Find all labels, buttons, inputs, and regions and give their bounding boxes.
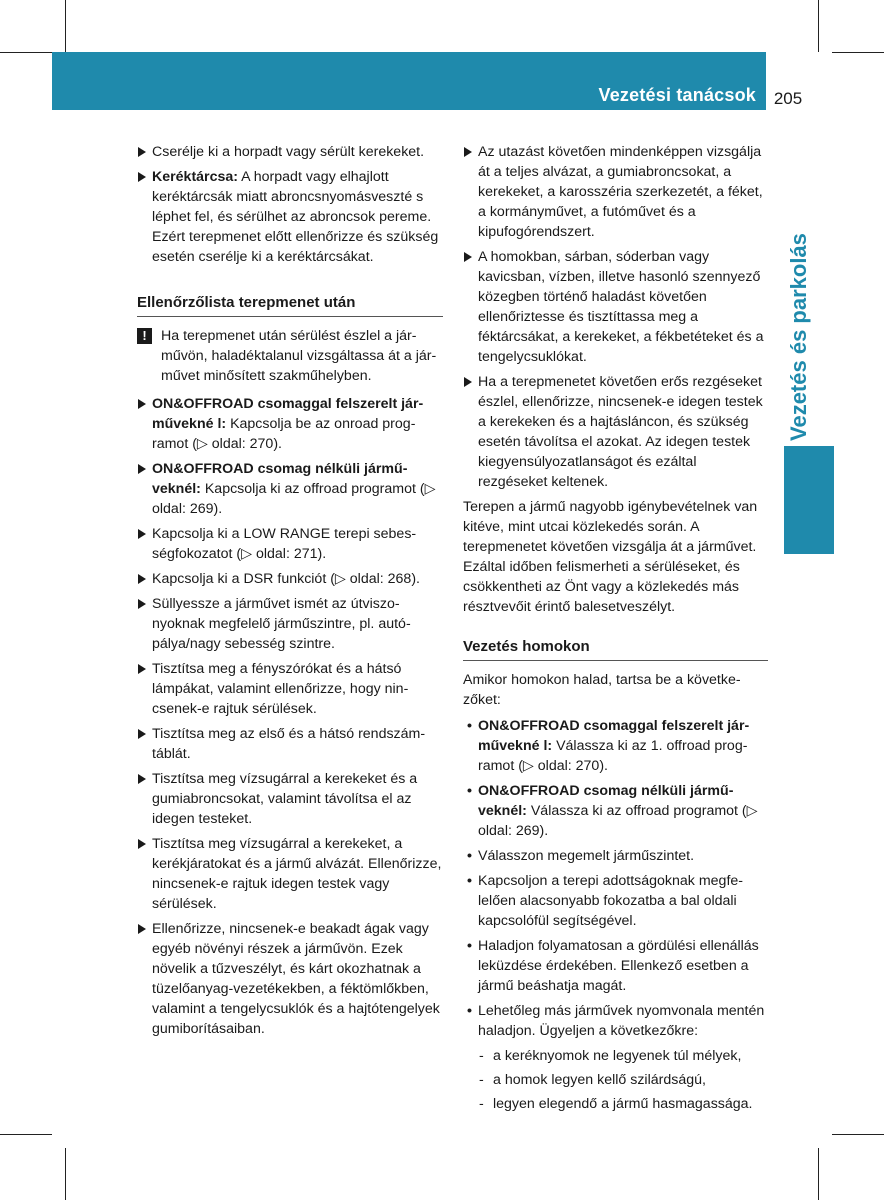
warning-icon: ! bbox=[137, 328, 152, 344]
arrow-bullet-icon bbox=[138, 924, 146, 934]
section-title: Vezetés homokon bbox=[463, 637, 768, 661]
dot-bullet-icon: • bbox=[467, 873, 472, 889]
crop-mark bbox=[0, 1134, 52, 1135]
arrow-bullet-icon bbox=[138, 599, 146, 609]
side-tab-block bbox=[784, 446, 834, 554]
sub-list-item: - a homok legyen kellő szilárdságú, bbox=[479, 1072, 706, 1088]
list-item: Ha a terepmenetet követően erős rezgéseket észlel, ellenőrizze, nincsenek-e idegen testek a kerekeken és a hajtásláncon, és szükség esetén távolítsa el azokat. Az idegen testek kiegyensúlyozatlanságot és ezáltal rezgéseket keltenek. bbox=[463, 372, 768, 492]
list-item: Cserélje ki a horpadt vagy sérült kerekeket. bbox=[137, 142, 443, 162]
list-item: Ellenőrizze, nincsenek-e beakadt ágak vagy egyéb növényi részek a járművön. Ezek növelik a tűzveszélyt, és kárt okozhatnak a tüzelőanyag-vezetékekben, a féktömlőkben, valamint a tengelycsuklók és a hajtótengelyek gumiborításaiban. bbox=[137, 919, 443, 1039]
dash-bullet-icon: - bbox=[479, 1072, 484, 1088]
arrow-bullet-icon bbox=[138, 172, 146, 182]
arrow-bullet-icon bbox=[138, 529, 146, 539]
arrow-bullet-icon bbox=[138, 839, 146, 849]
right-column bbox=[463, 142, 768, 1118]
list-item: Tisztítsa meg vízsugárral a kerekeket, a kerékjáratokat és a jármű alvázát. Ellenőrizze, nincsenek-e rajtuk idegen testek vagy sérülések. bbox=[137, 834, 443, 914]
intro-paragraph: Amikor homokon halad, tartsa be a következőket: bbox=[463, 672, 741, 708]
header-bar bbox=[52, 52, 766, 110]
dot-bullet-icon: • bbox=[467, 938, 472, 954]
list-item: Tisztítsa meg a fényszórókat és a hátsó lámpákat, valamint ellenőrizze, hogy nincsenek-e rajtuk sérülések. bbox=[137, 659, 443, 719]
list-item: Az utazást követően mindenképpen vizsgálja át a teljes alvázat, a gumiabroncsokat, a kerekeket, a karosszéria szerkezetét, a féket, a kormányművet, a futóművet és a kipufogórendszert. bbox=[463, 142, 768, 242]
list-item: Kapcsolja ki a DSR funkciót (▷ oldal: 268). bbox=[137, 569, 443, 589]
list-item: Tisztítsa meg vízsugárral a kerekeket és a gumiabroncsokat, valamint távolítsa el az idegen testeket. bbox=[137, 769, 443, 829]
dot-bullet-icon: • bbox=[467, 1003, 472, 1019]
crop-mark bbox=[818, 0, 819, 52]
arrow-bullet-icon bbox=[138, 574, 146, 584]
page-number: 205 bbox=[773, 89, 803, 108]
dot-bullet-icon: • bbox=[467, 783, 472, 799]
crop-mark bbox=[65, 0, 66, 52]
list-item: Keréktárcsa: A horpadt vagy elhajlott keréktárcsák miatt abroncsnyomásveszté s léphet fel, és sérülhet az abroncsok pereme. Ezért terepmenet előtt ellenőrizze és szükség esetén cserélje ki a keréktárcsákat. bbox=[137, 167, 443, 267]
sub-list-item: - a keréknyomok ne legyenek túl mélyek, bbox=[479, 1048, 742, 1064]
list-item: • Válasszon megemelt járműszintet. bbox=[467, 848, 695, 864]
list-item: Tisztítsa meg az első és a hátsó rendszámtáblát. bbox=[137, 724, 443, 764]
arrow-bullet-icon bbox=[138, 729, 146, 739]
list-item: • ON&OFFROAD csomaggal felszerelt járművekné l: Válassza ki az 1. offroad programot (▷ oldal: 270). bbox=[467, 718, 750, 774]
list-item: • ON&OFFROAD csomag nélküli járműveknél: Válassza ki az offroad programot (▷ oldal: 269). bbox=[467, 783, 758, 839]
dash-bullet-icon: - bbox=[479, 1096, 484, 1112]
side-tab-label: Vezetés és parkolás bbox=[786, 233, 811, 441]
list-item: Kapcsolja ki a LOW RANGE terepi sebességfokozatot (▷ oldal: 271). bbox=[137, 524, 443, 564]
list-item: • Lehetőleg más járművek nyomvonala mentén haladjon. Ügyeljen a következőkre: bbox=[467, 1003, 765, 1039]
dot-bullet-icon: • bbox=[467, 718, 472, 734]
arrow-bullet-icon bbox=[138, 399, 146, 409]
dot-bullet-icon: • bbox=[467, 848, 472, 864]
body-paragraph: Terepen a jármű nagyobb igénybevételnek van kitéve, mint utcai közlekedés során. A terepmenetet követően vizsgálja át a járművet. Ezáltal időben felismerheti a sérüléseket, és csökkentheti az Önt vagy a közlekedés más résztvevőit érintő balesetveszélyt. bbox=[463, 499, 758, 615]
arrow-bullet-icon bbox=[464, 377, 472, 387]
arrow-bullet-icon bbox=[138, 664, 146, 674]
list-item: ON&OFFROAD csomaggal felszerelt járművekné l: Kapcsolja be az onroad programot (▷ oldal: 270). bbox=[137, 394, 443, 454]
section-title: Ellenőrzőlista terepmenet után bbox=[137, 293, 443, 317]
list-item: • Haladjon folyamatosan a gördülési ellenállás leküzdése érdekében. Ellenkező esetben a jármű beáshatja magát. bbox=[467, 938, 759, 994]
crop-mark bbox=[832, 1134, 884, 1135]
arrow-bullet-icon bbox=[464, 147, 472, 157]
sub-list-item: - legyen elegendő a jármű hasmagassága. bbox=[479, 1096, 753, 1112]
list-item: • Kapcsoljon a terepi adottságoknak megfelelően alacsonyabb fokozatba a bal oldali kapcsolófül segítségével. bbox=[467, 873, 744, 929]
crop-mark bbox=[65, 1148, 66, 1200]
arrow-bullet-icon bbox=[138, 147, 146, 157]
left-column bbox=[137, 142, 443, 1044]
dash-bullet-icon: - bbox=[479, 1048, 484, 1064]
arrow-bullet-icon bbox=[138, 774, 146, 784]
arrow-bullet-icon bbox=[138, 464, 146, 474]
list-item: Süllyessze a járművet ismét az útviszonyoknak megfelelő járműszintre, pl. autópálya/nagy sebesség szintre. bbox=[137, 594, 443, 654]
list-item: ON&OFFROAD csomag nélküli járműveknél: Kapcsolja ki az offroad programot (▷ oldal: 269). bbox=[137, 459, 443, 519]
list-item: A homokban, sárban, sóderban vagy kavicsban, vízben, illetve hasonló szennyező közegben történő haladást követően ellenőriztesse és tisztíttassa meg a féktárcsákat, a kerekeket, a fékbetéteket és a tengelycsuklókat. bbox=[463, 247, 768, 367]
page-title: Vezetési tanácsok bbox=[598, 85, 756, 105]
crop-mark bbox=[818, 1148, 819, 1200]
crop-mark bbox=[0, 52, 52, 53]
arrow-bullet-icon bbox=[464, 252, 472, 262]
warning-note: ! Ha terepmenet után sérülést észlel a járművön, haladéktalanul vizsgáltassa át a járművet minősített szakműhelyben. bbox=[137, 326, 443, 386]
